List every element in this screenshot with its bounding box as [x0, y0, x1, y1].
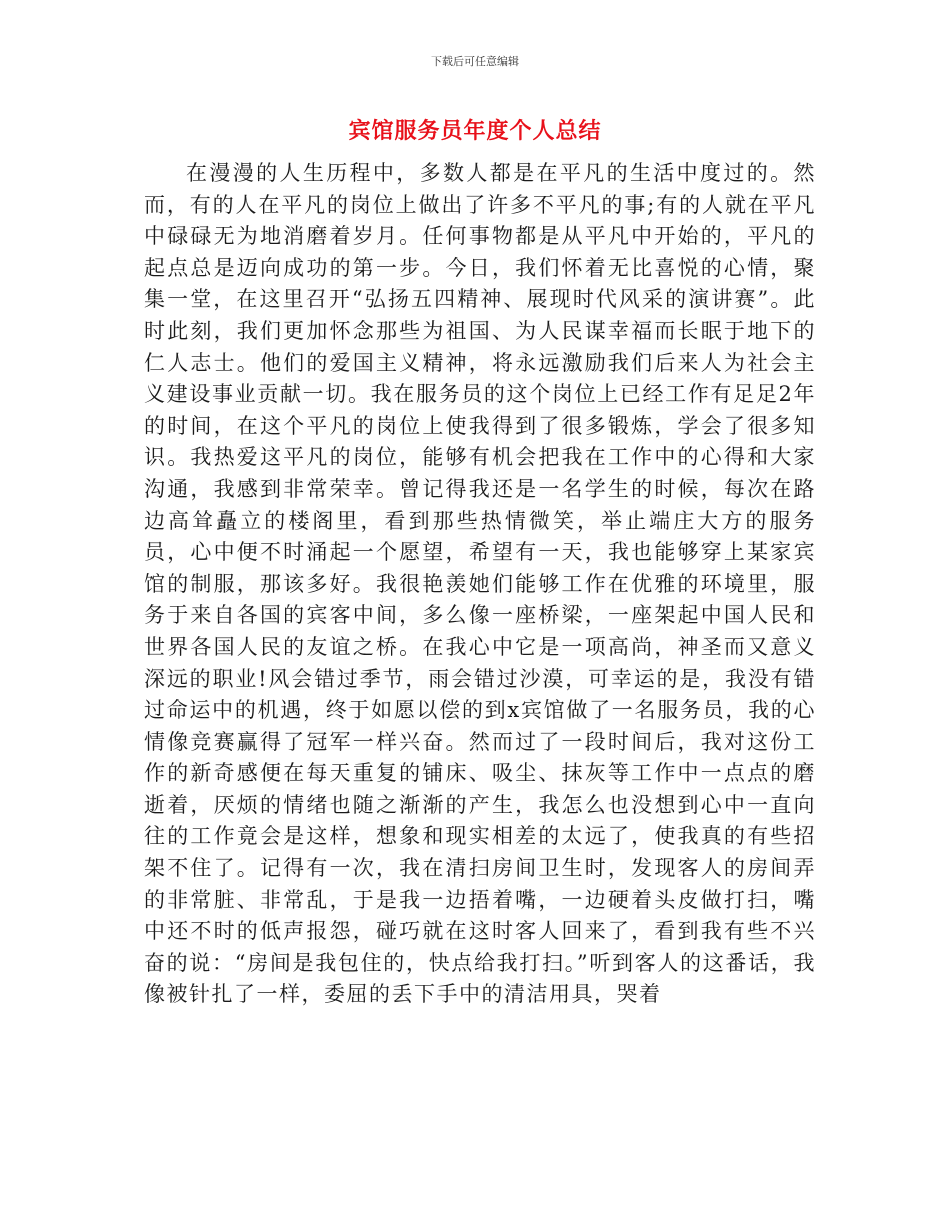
document-title: 宾馆服务员年度个人总结	[348, 119, 602, 144]
body-paragraph: 在漫漫的人生历程中，多数人都是在平凡的生活中度过的。然而，有的人在平凡的岗位上做出了许多不平凡的事;有的人就在平凡中碌碌无为地消磨着岁月。任何事物都是从平凡中开始的，平凡的起点总是迈向成功的第一步。今日，我们怀着无比喜悦的心情，聚集一堂，在这里召开“弘扬五四精神、展现时代风采的演讲赛”。此时此刻，我们更加怀念那些为祖国、为人民谋幸福而长眠于地下的仁人志士。他们的爱国主义精神，将永远激励我们后来人为社会主义建设事业贡献一切。我在服务员的这个岗位上已经工作有足足2年的时间，在这个平凡的岗位上使我得到了很多锻炼，学会了很多知识。我热爱这平凡的岗位，能够有机会把我在工作中的心得和大家沟通，我感到非常荣幸。曾记得我还是一名学生的时候，每次在路边高耸矗立的楼阁里，看到那些热情微笑，举止端庄大方的服务员，心中便不时涌起一个愿望，希望有一天，我也能够穿上某家宾馆的制服，那该多好。我很艳羡她们能够工作在优雅的环境里，服务于来自各国的宾客中间，多么像一座桥梁，一座架起中国人民和世界各国人民的友谊之桥。在我心中它是一项高尚，神圣而又意义深远的职业!风会错过季节，雨会错过沙漠，可幸运的是，我没有错过命运中的机遇，终于如愿以偿的到x宾馆做了一名服务员，我的心情像竞赛赢得了冠军一样兴奋。然而过了一段时间后，我对这份工作的新奇感便在每天重复的铺床、吸尘、抹灰等工作中一点点的磨逝着，厌烦的情绪也随之渐渐的产生，我怎么也没想到心中一直向往的工作竟会是这样，想象和现实相差的太远了，使我真的有些招架不住了。记得有一次，我在清扫房间卫生时，发现客人的房间弄的非常脏、非常乱，于是我一边捂着嘴，一边硬着头皮做打扫，嘴中还不时的低声报怨，碰巧就在这时客人回来了，看到我有些不兴奋的说：“房间是我包住的，快点给我打扫。”听到客人的这番话，我像被针扎了一样，委屈的丢下手中的清洁用具，哭着	[144, 161, 816, 1007]
header-note: 下载后可任意编辑	[431, 55, 519, 68]
document-body	[144, 158, 816, 1011]
